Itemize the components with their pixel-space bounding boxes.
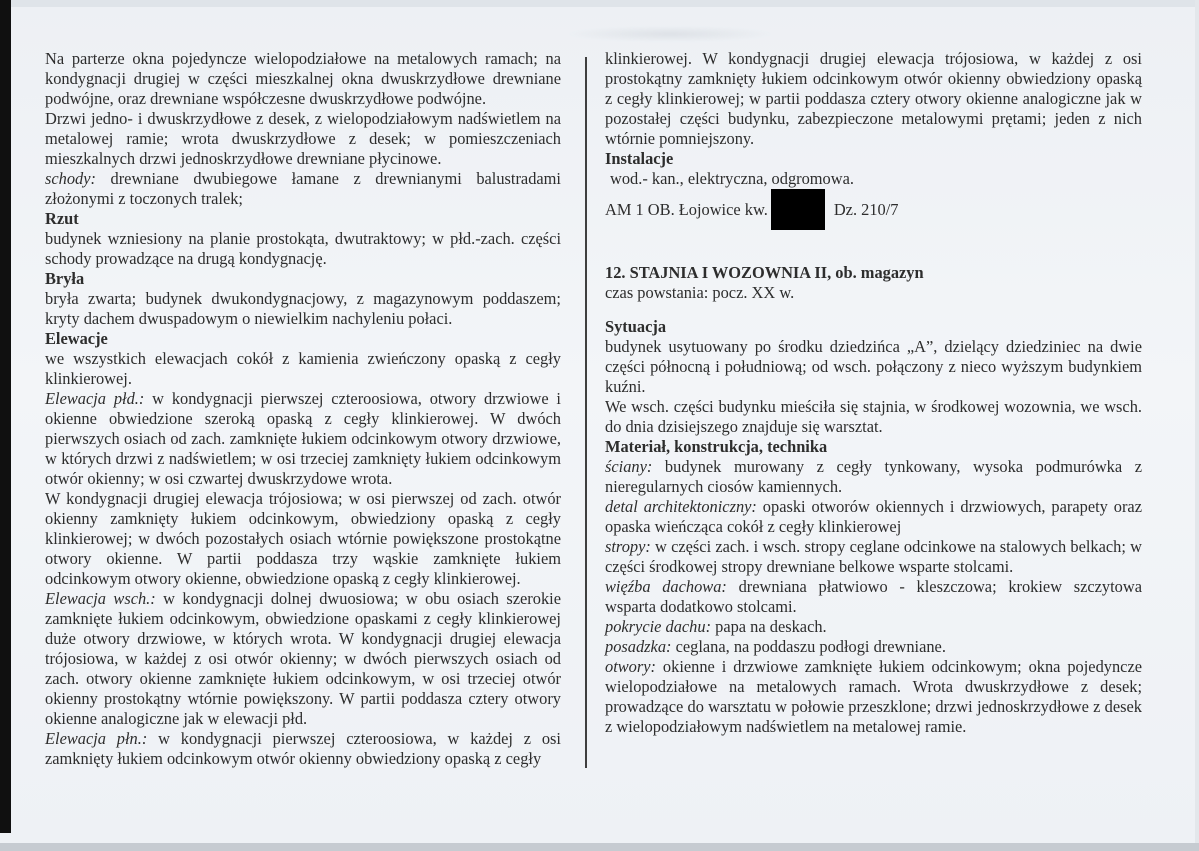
paragraph-detal [605,497,1142,537]
term-text: w kondygnacji pierwszej czteroosiowa, otwory drzwiowe i okienne obwiedzione szeroką opaską z cegły klinkierowej. W dwóch pierwszych osiach od zach. zamknięte łukiem odcinkowym otwory drzwiowe, w których drzwi z nadświetlem; w osi trzeciej zamknięty łukiem odcinkowym otwór okienny; w osi czwartej dwuskrzydowe wrota. [45,389,561,488]
paragraph: budynek wzniesiony na planie prostokąta, dwutraktowy; w płd.-zach. części schody prowadzące na drugą kondygnację. [45,229,561,268]
section-heading-sytuacja: Sytuacja [605,317,667,336]
column-divider-rule [585,57,587,768]
scan-edge-top [0,0,1199,7]
term-text: opaski otworów okiennych i drzwiowych, parapety oraz opaska wieńcząca cokół z cegły klinkierowej [605,497,1142,536]
object-title-stajnia-wozownia: 12. STAJNIA I WOZOWNIA II, ob. magazyn [605,263,924,282]
term-text: okienne i drzwiowe zamknięte łukiem odcinkowym; okna pojedyncze wielopodziałowe na metalowych ramach. Wrota dwuskrzydłowe z desek; prowadzące do warsztatu w połowie przeszklone; drzwi jednoskrzydłowe z desek z wielopodziałowym nadświetlem na metalowej ramie. [605,657,1142,736]
term-text: w części zach. i wsch. stropy ceglane odcinkowe na stalowych belkach; w części środkowej stropy drewniane belkowe wsparte stolcami. [605,537,1142,576]
term-text: w kondygnacji pierwszej czteroosiowa, w każdej z osi zamknięty łukiem odcinkowym otwór okienny obwiedziony opaską z cegły [45,729,561,768]
term-elewacja-wsch: Elewacja wsch.: [45,589,164,608]
paragraph-sciany [605,457,1142,497]
right-text-column [605,49,1142,737]
section-heading-elewacje: Elewacje [45,329,108,348]
archive-reference-prefix: AM 1 OB. Łojowice kw. [605,199,768,219]
paragraph-elewacja-pln [45,729,561,769]
redaction-box [771,189,825,230]
scan-bleedthrough-smudge [565,26,775,42]
paragraph: Na parterze okna pojedyncze wielopodziałowe na metalowych ramach; na kondygnacji drugiej w części mieszkalnej okna dwuskrzydłowe drewniane podwójne, oraz drewniane współczesne dwuskrzydłowe podwójne. [45,49,561,108]
paragraph-wiezba [605,577,1142,617]
term-detal-architektoniczny: detal architektoniczny: [605,497,763,516]
term-posadzka: posadzka: [605,637,676,656]
section-heading-instalacje: Instalacje [605,149,674,168]
term-pokrycie-dachu: pokrycie dachu: [605,617,716,636]
section-heading-bryla: Bryła [45,269,85,288]
paragraph-pokrycie [605,617,1142,637]
term-wiezba-dachowa: więźba dachowa: [605,577,739,596]
paragraph-elewacja-wsch [45,589,561,729]
term-sciany: ściany: [605,457,665,476]
paragraph-elewacja-pld [45,389,561,489]
scan-edge-left [0,0,11,833]
archive-reference-line [605,189,1142,230]
paragraph: W kondygnacji drugiej elewacja trójosiowa; w osi pierwszej od zach. otwór okienny zamknięty łukiem odcinkowym, obwiedziony opaską z cegły klinkierowej; w dwóch pozostałych osiach wtórnie powiększone prostokątne otwory okienne. W partii poddasza trzy wąskie zamknięte łukiem odcinkowym otwory okienne, obwiedzione opaską z cegły klinkierowej. [45,489,561,588]
term-elewacja-pln: Elewacja płn.: [45,729,159,748]
term-text: drewniane dwubiegowe łamane z drewnianymi balustradami złożonymi z toczonych tralek; [45,169,561,208]
section-heading-rzut: Rzut [45,209,79,228]
paragraph-instalacje: wod.- kan., elektryczna, odgromowa. [610,169,854,188]
scan-edge-bottom [0,843,1199,851]
archive-reference-suffix: Dz. 210/7 [833,199,899,219]
paragraph-czas-powstania: czas powstania: pocz. XX w. [605,283,795,302]
paragraph-stropy [605,537,1142,577]
left-text-column [45,49,561,769]
section-heading-material: Materiał, konstrukcja, technika [605,437,828,456]
term-text: papa na deskach. [715,617,827,636]
term-otwory: otwory: [605,657,663,676]
paragraph: Drzwi jedno- i dwuskrzydłowe z desek, z wielopodziałowym nadświetlem na metalowej ramie; wrota dwuskrzydłowe z desek; w pomieszczeniach mieszkalnych drzwi jednoskrzydłowe drewniane płycinowe. [45,109,561,168]
term-text: budynek murowany z cegły tynkowany, wysoka podmurówka z nieregularnych ciosów kamiennych. [605,457,1142,496]
paragraph-continuation: klinkierowej. W kondygnacji drugiej elewacja trójosiowa, w każdej z osi prostokątny zamknięty łukiem odcinkowym otwór okienny obwiedziony opaską z cegły klinkierowej; w partii poddasza cztery otwory okienne analogiczne jak w pozostałej części budynku, zabezpieczone metalowymi prętami; jeden z nich wtórnie pomniejszony. [605,49,1142,148]
term-text: ceglana, na poddaszu podłogi drewniane. [675,637,946,656]
term-stropy: stropy: [605,537,656,556]
paragraph-posadzka [605,637,1142,657]
term-schody: schody: [45,169,111,188]
term-text: drewniana płatwiowo - kleszczowa; krokiew szczytowa wsparta dodatkowo stolcami. [605,577,1142,616]
paragraph: we wszystkich elewacjach cokół z kamienia zwieńczony opaską z cegły klinkierowej. [45,349,561,388]
term-elewacja-pld: Elewacja płd.: [45,389,153,408]
paragraph: bryła zwarta; budynek dwukondygnacjowy, z magazynowym poddaszem; kryty dachem dwuspadowym o niewielkim nachyleniu połaci. [45,289,561,328]
paragraph: We wsch. części budynku mieściła się stajnia, w środkowej wozownia, we wsch. do dnia dzisiejszego znajduje się warsztat. [605,397,1142,436]
paragraph: budynek usytuowany po środku dziedzińca „A”, dzielący dziedziniec na dwie części północną i południową; od wsch. połączony z nieco wyższym budynkiem kuźni. [605,337,1142,396]
paragraph-schody [45,169,561,209]
scan-edge-right [1195,0,1199,851]
term-text: w kondygnacji dolnej dwuosiowa; w obu osiach szerokie zamknięte łukiem odcinkowym, obwiedzione opaskami z cegły klinkierowej duże otwory drzwiowe, w których wrota. W kondygnacji drugiej elewacja trójosiowa, w każdej z osi otwór okienny; w dwóch pierwszych osiach od zach. otwory okienne zamknięte łukiem odcinkowym, w osi trzeciej otwór okienny prostokątny wtórnie powiększony. W partii poddasza cztery otwory okienne analogiczne jak w elewacji płd. [45,589,561,728]
paragraph-otwory [605,657,1142,737]
